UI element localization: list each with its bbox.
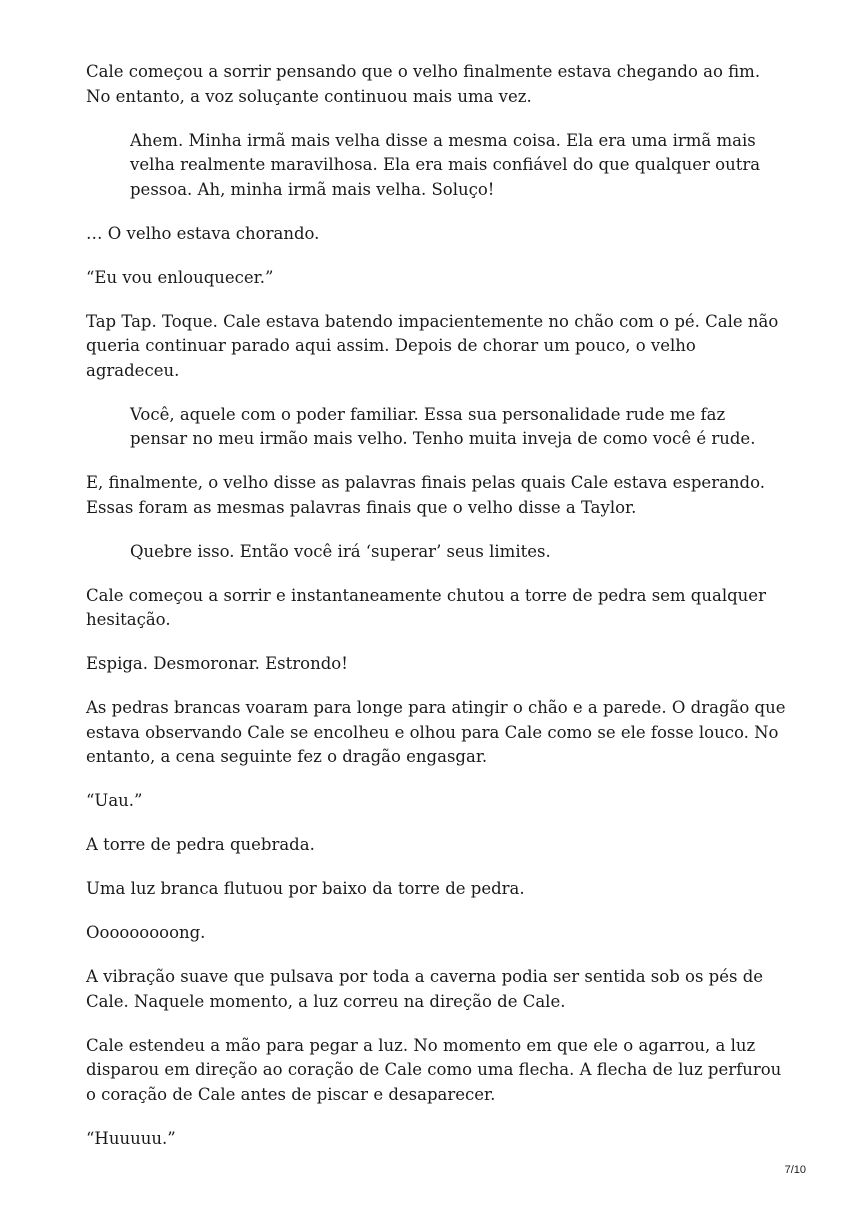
paragraph: Espiga. Desmoronar. Estrondo!	[86, 654, 348, 673]
paragraph: Cale estendeu a mão para pegar a luz. No momento em que ele o agarrou, a luz disparou em direção ao coração de Cale como uma flecha. A flecha de luz perfurou o coração de Cale antes de piscar e desaparecer.	[86, 1035, 782, 1104]
page-number: 7/10	[784, 1164, 806, 1176]
paragraph: A torre de pedra quebrada.	[86, 835, 315, 854]
paragraph: “Eu vou enlouquecer.”	[86, 267, 274, 287]
paragraph: Tap Tap. Toque. Cale estava batendo impacientemente no chão com o pé. Cale não queria continuar parado aqui assim. Depois de chorar um pouco, o velho agradeceu.	[86, 311, 779, 380]
document-body	[86, 60, 786, 1171]
paragraph: … O velho estava chorando.	[86, 223, 320, 243]
paragraph: As pedras brancas voaram para longe para atingir o chão e a parede. O dragão que estava observando Cale se encolheu e olhou para Cale como se ele fosse louco. No entanto, a cena seguinte fez o dragão engasgar.	[86, 698, 786, 766]
paragraph: Ooooooooong.	[86, 923, 206, 942]
quoted-paragraph: Quebre isso. Então você irá ‘superar’ seus limites.	[130, 541, 551, 561]
paragraph: Cale começou a sorrir e instantaneamente chutou a torre de pedra sem qualquer hesitação.	[86, 585, 766, 629]
quoted-paragraph: Você, aquele com o poder familiar. Essa sua personalidade rude me faz pensar no meu irmão mais velho. Tenho muita inveja de como você é rude.	[130, 404, 756, 448]
paragraph: Cale começou a sorrir pensando que o velho finalmente estava chegando ao fim. No entanto, a voz soluçante continuou mais uma vez.	[86, 62, 761, 106]
paragraph: A vibração suave que pulsava por toda a caverna podia ser sentida sob os pés de Cale. Naquele momento, a luz correu na direção de Cale.	[86, 967, 764, 1011]
quoted-paragraph: Ahem. Minha irmã mais velha disse a mesma coisa. Ela era uma irmã mais velha realmente maravilhosa. Ela era mais confiável do que qualquer outra pessoa. Ah, minha irmã mais velha. Soluço!	[130, 130, 761, 199]
paragraph: E, finalmente, o velho disse as palavras finais pelas quais Cale estava esperando. Essas foram as mesmas palavras finais que o velho disse a Taylor.	[86, 473, 765, 517]
paragraph: Uma luz branca flutuou por baixo da torre de pedra.	[86, 879, 525, 898]
paragraph: “Uau.”	[86, 791, 143, 810]
paragraph: “Huuuuu.”	[86, 1128, 176, 1148]
